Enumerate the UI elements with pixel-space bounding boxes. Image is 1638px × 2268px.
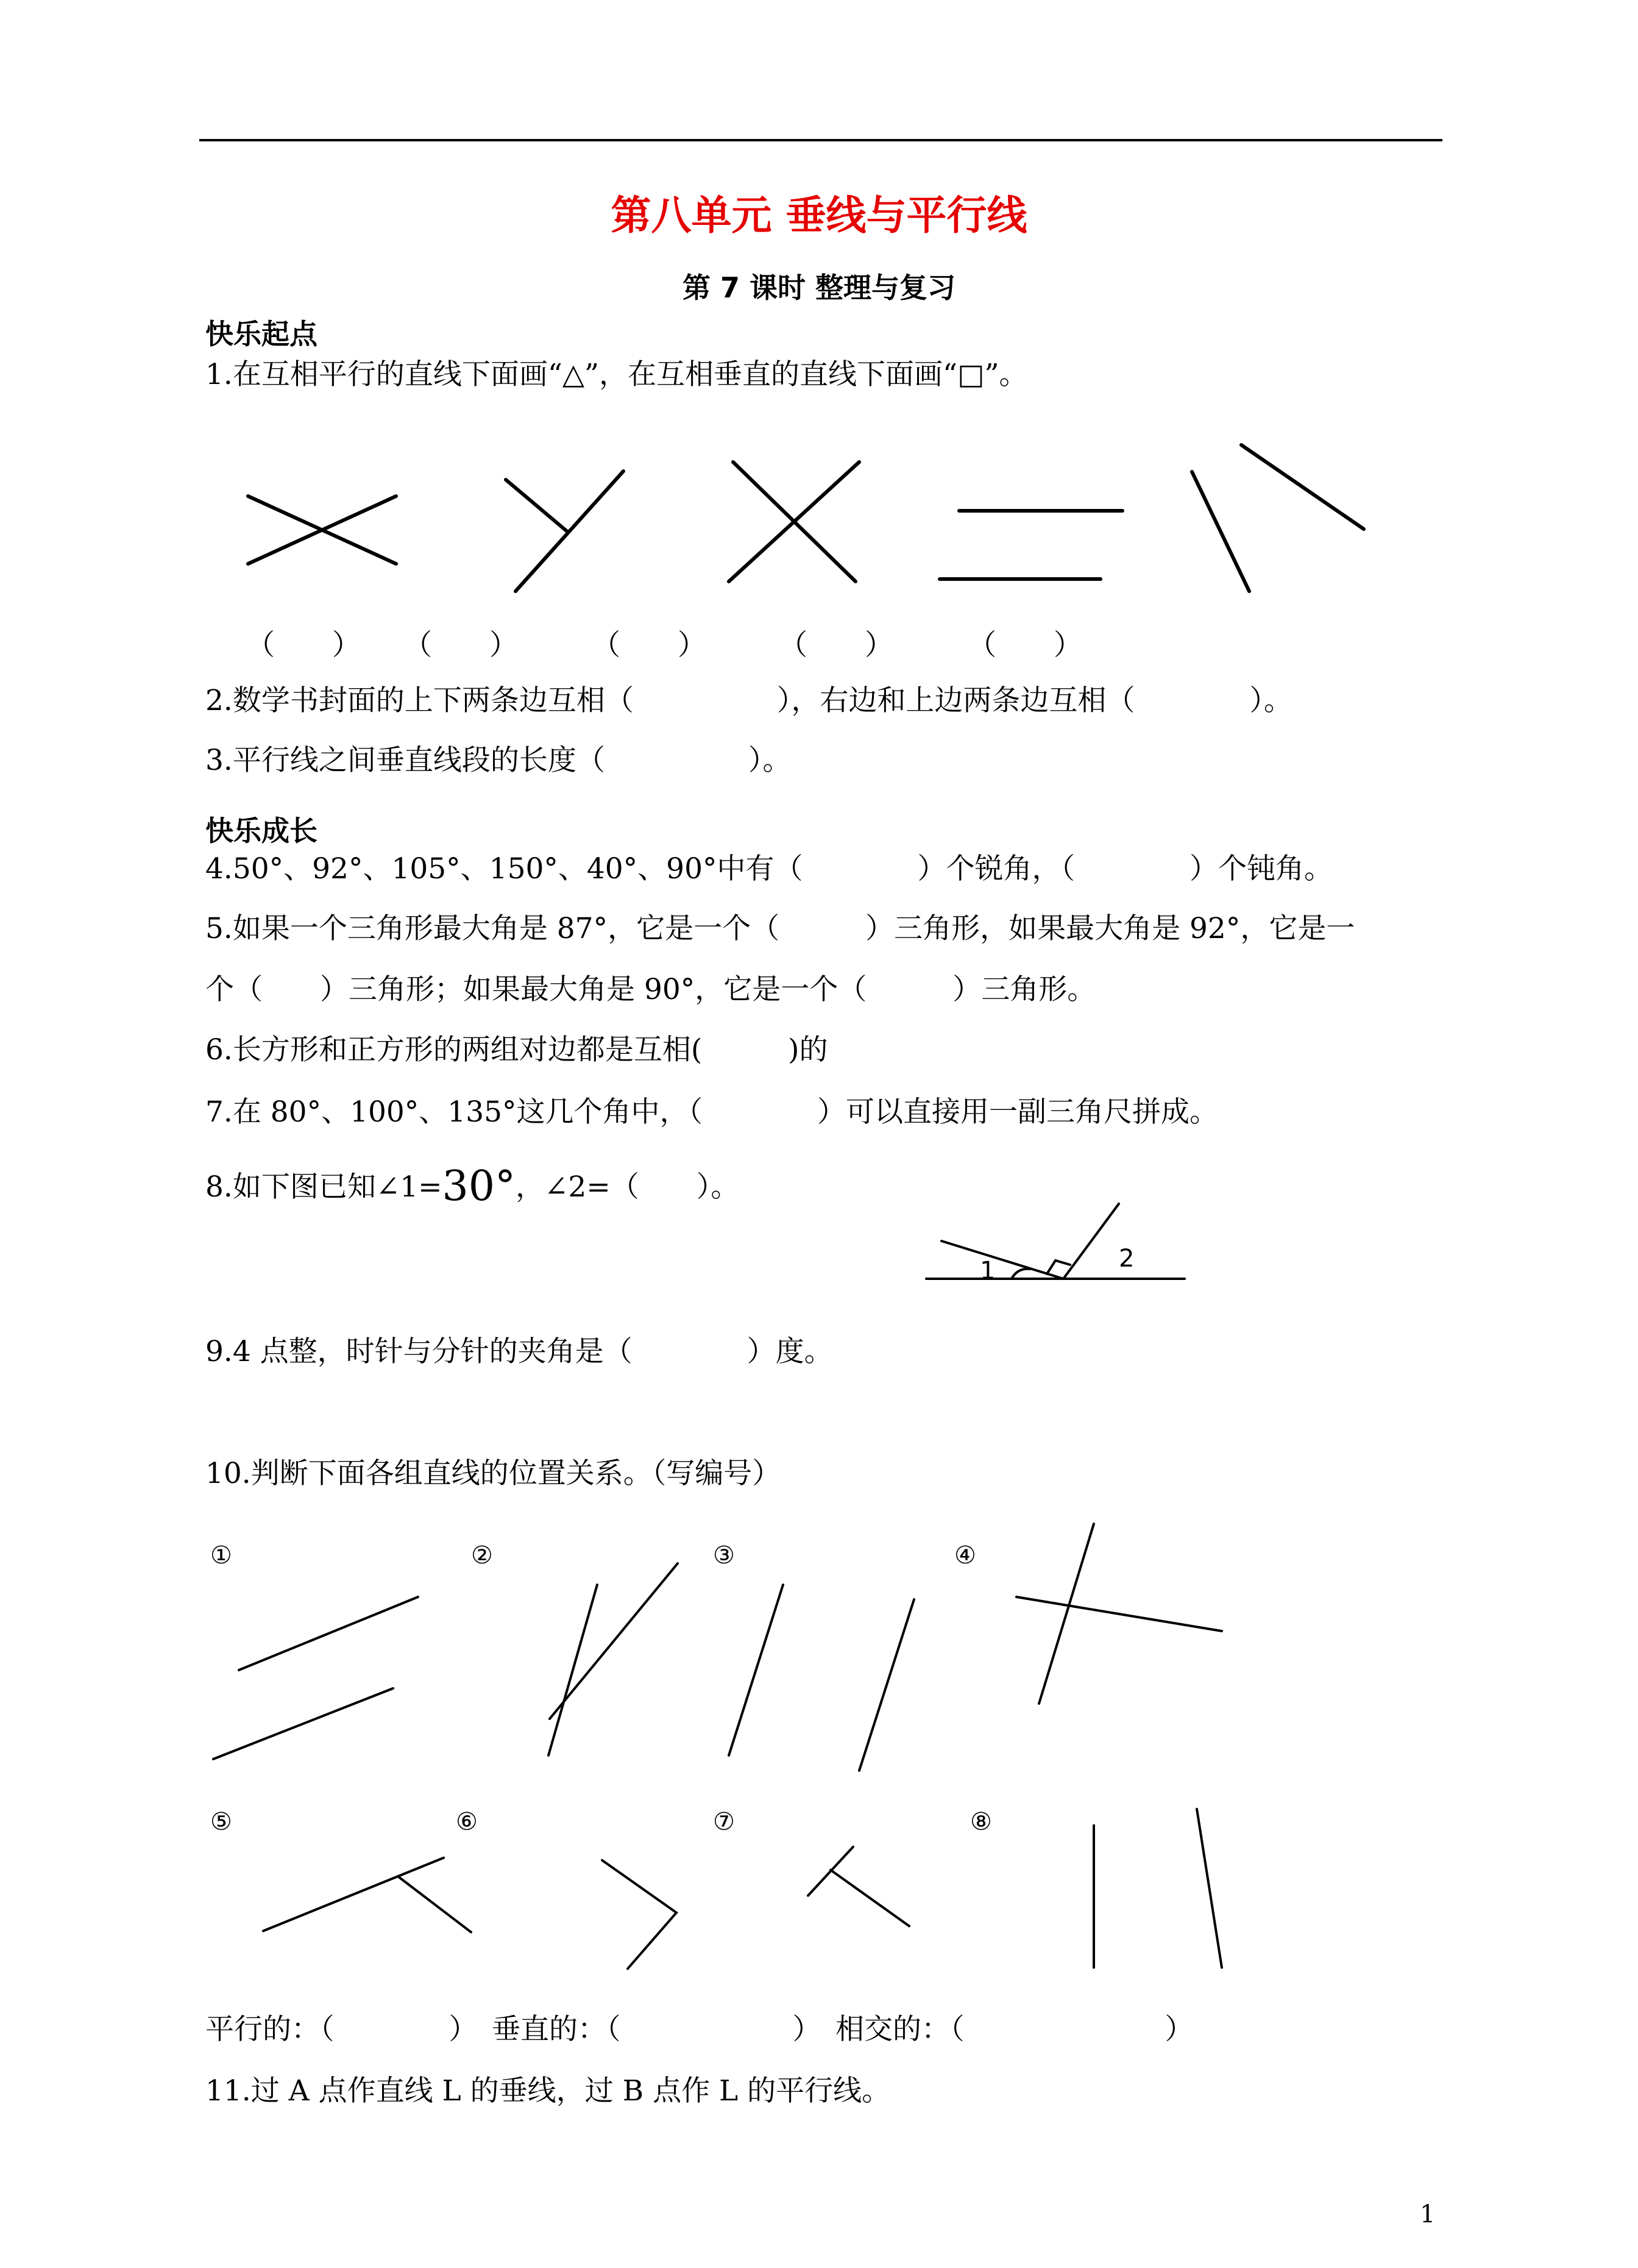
q10-fig1-line-a [239,1597,418,1670]
q1-blank-5[interactable]: （ ） [968,628,1082,662]
q10-fig3-line-a [729,1585,783,1755]
page-number: 1 [1420,2200,1436,2228]
question-5-line-1: 5.如果一个三角形最大角是 87°，它是一个（ ）三角形，如果最大角是 92°，它是一 [205,912,1355,945]
q10-label-2: ② [471,1541,493,1569]
q8-prefix: 8.如下图已知∠1= [205,1170,442,1204]
q10-label-4: ④ [954,1541,976,1569]
q10-fig1-line-b [213,1688,393,1759]
question-11: 11.过 A 点作直线 L 的垂线，过 B 点作 L 的平行线。 [205,2074,891,2108]
q10-label-5: ⑤ [210,1808,232,1836]
question-6: 6.长方形和正方形的两组对边都是互相( )的 [205,1033,828,1067]
question-5-line-2: 个（ ）三角形；如果最大角是 90°，它是一个（ ）三角形。 [205,973,1096,1006]
q10-label-6: ⑥ [456,1808,478,1836]
question-3: 3.平行线之间垂直线段的长度（ ）。 [205,744,792,777]
section-heading-start: 快乐起点 [205,318,317,350]
q1-blank-4[interactable]: （ ） [779,628,893,662]
q10-fig3-line-b [859,1599,914,1771]
q1-blank-1[interactable]: （ ） [246,628,361,662]
q10-label-8: ⑧ [970,1808,992,1836]
q1-blank-2[interactable]: （ ） [403,628,518,662]
q8-label-2: 2 [1119,1245,1135,1273]
question-4: 4.50°、92°、105°、150°、40°、90°中有（ ）个锐角，（ ）个钝角。 [205,852,1333,886]
question-2: 2.数学书封面的上下两条边互相（ ），右边和上边两条边互相（ ）。 [205,684,1292,717]
q8-suffix: ，∠2=（ ）。 [516,1170,740,1204]
q10-fig2-line-b [550,1563,678,1719]
question-10: 10.判断下面各组直线的位置关系。（写编号） [205,1457,781,1490]
q10-fig5-line-b [399,1877,471,1932]
q10-fig8-line-b [1197,1809,1222,1968]
q10-fig7-line-b [831,1870,909,1926]
q1-blank-3[interactable]: （ ） [592,628,706,662]
q10-fig4-line-b [1016,1597,1222,1631]
question-1: 1.在互相平行的直线下面画“△”，在互相垂直的直线下面画“□”。 [205,358,1028,391]
q10-fig5-line-a [263,1858,444,1931]
q8-angle-value: 30° [442,1162,516,1210]
q10-answer-line: 平行的：（ ） 垂直的：（ ） 相交的：（ ） [205,2013,1194,2046]
q8-label-1: 1 [980,1257,996,1285]
q10-label-7: ⑦ [713,1808,735,1836]
q10-label-3: ③ [713,1541,735,1569]
page-subtitle: 第 7 课时 整理与复习 [682,271,956,304]
q10-label-1: ① [210,1541,232,1569]
page-title: 第八单元 垂线与平行线 [611,192,1027,239]
question-7: 7.在 80°、100°、135°这几个角中，（ ）可以直接用一副三角尺拼成。 [205,1095,1219,1129]
q10-fig4-line-a [1039,1524,1094,1704]
section-heading-growth: 快乐成长 [205,814,317,847]
q10-fig6-angle [602,1860,676,1969]
question-9: 9.4 点整，时针与分针的夹角是（ ）度。 [205,1335,833,1368]
